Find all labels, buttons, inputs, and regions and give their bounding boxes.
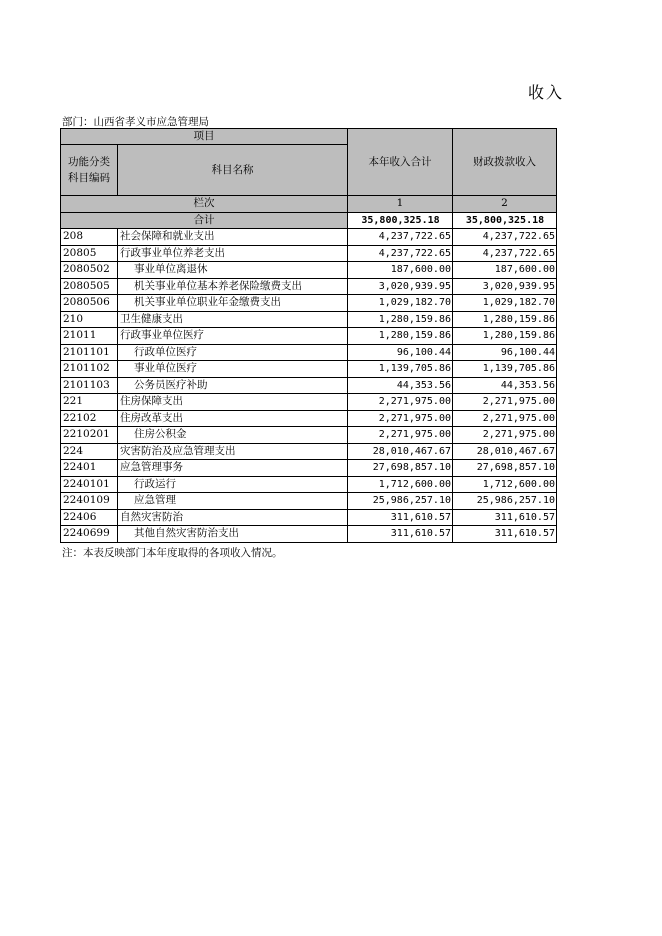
row-code: 22406: [61, 509, 118, 526]
footnote: 注：本表反映部门本年度取得的各项收入情况。: [62, 547, 283, 559]
total-label: 合计: [61, 212, 348, 229]
row-code: 221: [61, 394, 118, 411]
total-income: 35,800,325.18: [348, 212, 453, 229]
row-fiscal: 1,280,159.86: [453, 311, 557, 328]
row-name: 事业单位离退休: [118, 262, 348, 279]
row-fiscal: 25,986,257.10: [453, 493, 557, 510]
row-fiscal: 44,353.56: [453, 377, 557, 394]
row-name: 行政运行: [118, 476, 348, 493]
row-fiscal: 4,237,722.65: [453, 245, 557, 262]
row-fiscal: 311,610.57: [453, 509, 557, 526]
page-title: 收入: [528, 83, 565, 102]
row-name: 住房保障支出: [118, 394, 348, 411]
income-table: [60, 128, 557, 543]
row-fiscal: 311,610.57: [453, 526, 557, 543]
row-income: 1,280,159.86: [348, 328, 453, 345]
table-row: [61, 476, 557, 493]
row-name: 行政事业单位养老支出: [118, 245, 348, 262]
table-row: [61, 229, 557, 246]
row-code: 2080506: [61, 295, 118, 312]
row-fiscal: 28,010,467.67: [453, 443, 557, 460]
row-name: 机关事业单位基本养老保险缴费支出: [118, 278, 348, 295]
row-fiscal: 27,698,857.10: [453, 460, 557, 477]
row-income: 4,237,722.65: [348, 245, 453, 262]
row-code: 2240109: [61, 493, 118, 510]
row-income: 44,353.56: [348, 377, 453, 394]
row-name: 机关事业单位职业年金缴费支出: [118, 295, 348, 312]
row-code: 2101102: [61, 361, 118, 378]
row-code: 2101101: [61, 344, 118, 361]
row-fiscal: 2,271,975.00: [453, 410, 557, 427]
table-row: [61, 509, 557, 526]
row-code: 2101103: [61, 377, 118, 394]
table-row: [61, 493, 557, 510]
row-income: 1,029,182.70: [348, 295, 453, 312]
row-fiscal: 2,271,975.00: [453, 427, 557, 444]
row-code: 22102: [61, 410, 118, 427]
table-row: [61, 460, 557, 477]
table-row: [61, 361, 557, 378]
table-row: [61, 328, 557, 345]
row-income: 2,271,975.00: [348, 410, 453, 427]
row-income: 28,010,467.67: [348, 443, 453, 460]
row-code: 2210201: [61, 427, 118, 444]
row-code: 224: [61, 443, 118, 460]
table-row: [61, 262, 557, 279]
row-code: 2080505: [61, 278, 118, 295]
row-name: 公务员医疗补助: [118, 377, 348, 394]
table-row: [61, 295, 557, 312]
row-income: 311,610.57: [348, 526, 453, 543]
table-row: [61, 410, 557, 427]
table-row: [61, 245, 557, 262]
row-name: 灾害防治及应急管理支出: [118, 443, 348, 460]
header-column-label: 栏次: [61, 196, 348, 213]
row-income: 187,600.00: [348, 262, 453, 279]
row-income: 2,271,975.00: [348, 427, 453, 444]
header-code-col: 功能分类 科目编码: [61, 145, 118, 196]
row-income: 311,610.57: [348, 509, 453, 526]
row-fiscal: 2,271,975.00: [453, 394, 557, 411]
row-income: 96,100.44: [348, 344, 453, 361]
row-fiscal: 187,600.00: [453, 262, 557, 279]
row-code: 2080502: [61, 262, 118, 279]
row-code: 20805: [61, 245, 118, 262]
row-name: 住房公积金: [118, 427, 348, 444]
table-row: [61, 526, 557, 543]
row-income: 1,280,159.86: [348, 311, 453, 328]
header-col2: 2: [453, 196, 557, 213]
row-name: 社会保障和就业支出: [118, 229, 348, 246]
department-label: 部门：山西省孝义市应急管理局: [62, 116, 209, 128]
table-row: [61, 377, 557, 394]
row-fiscal: 4,237,722.65: [453, 229, 557, 246]
header-income-total: 本年收入合计: [348, 129, 453, 196]
row-fiscal: 1,712,600.00: [453, 476, 557, 493]
row-fiscal: 3,020,939.95: [453, 278, 557, 295]
row-income: 3,020,939.95: [348, 278, 453, 295]
table-row: [61, 394, 557, 411]
row-code: 21011: [61, 328, 118, 345]
table-row: [61, 443, 557, 460]
table-row: [61, 278, 557, 295]
row-fiscal: 96,100.44: [453, 344, 557, 361]
row-code: 2240699: [61, 526, 118, 543]
table-row: [61, 427, 557, 444]
row-code: 208: [61, 229, 118, 246]
row-income: 2,271,975.00: [348, 394, 453, 411]
row-name: 事业单位医疗: [118, 361, 348, 378]
row-income: 25,986,257.10: [348, 493, 453, 510]
total-fiscal: 35,800,325.18: [453, 212, 557, 229]
row-name: 行政单位医疗: [118, 344, 348, 361]
header-name-col: 科目名称: [118, 145, 348, 196]
row-code: 2240101: [61, 476, 118, 493]
row-fiscal: 1,139,705.86: [453, 361, 557, 378]
row-name: 行政事业单位医疗: [118, 328, 348, 345]
row-income: 27,698,857.10: [348, 460, 453, 477]
header-col1: 1: [348, 196, 453, 213]
row-name: 卫生健康支出: [118, 311, 348, 328]
row-code: 210: [61, 311, 118, 328]
table-row: [61, 344, 557, 361]
row-income: 4,237,722.65: [348, 229, 453, 246]
row-code: 22401: [61, 460, 118, 477]
row-name: 其他自然灾害防治支出: [118, 526, 348, 543]
table-row: [61, 311, 557, 328]
header-fiscal-alloc: 财政拨款收入: [453, 129, 557, 196]
row-name: 应急管理事务: [118, 460, 348, 477]
row-name: 应急管理: [118, 493, 348, 510]
row-fiscal: 1,280,159.86: [453, 328, 557, 345]
header-project: 项目: [61, 129, 348, 145]
row-income: 1,139,705.86: [348, 361, 453, 378]
row-name: 住房改革支出: [118, 410, 348, 427]
row-name: 自然灾害防治: [118, 509, 348, 526]
row-fiscal: 1,029,182.70: [453, 295, 557, 312]
row-income: 1,712,600.00: [348, 476, 453, 493]
